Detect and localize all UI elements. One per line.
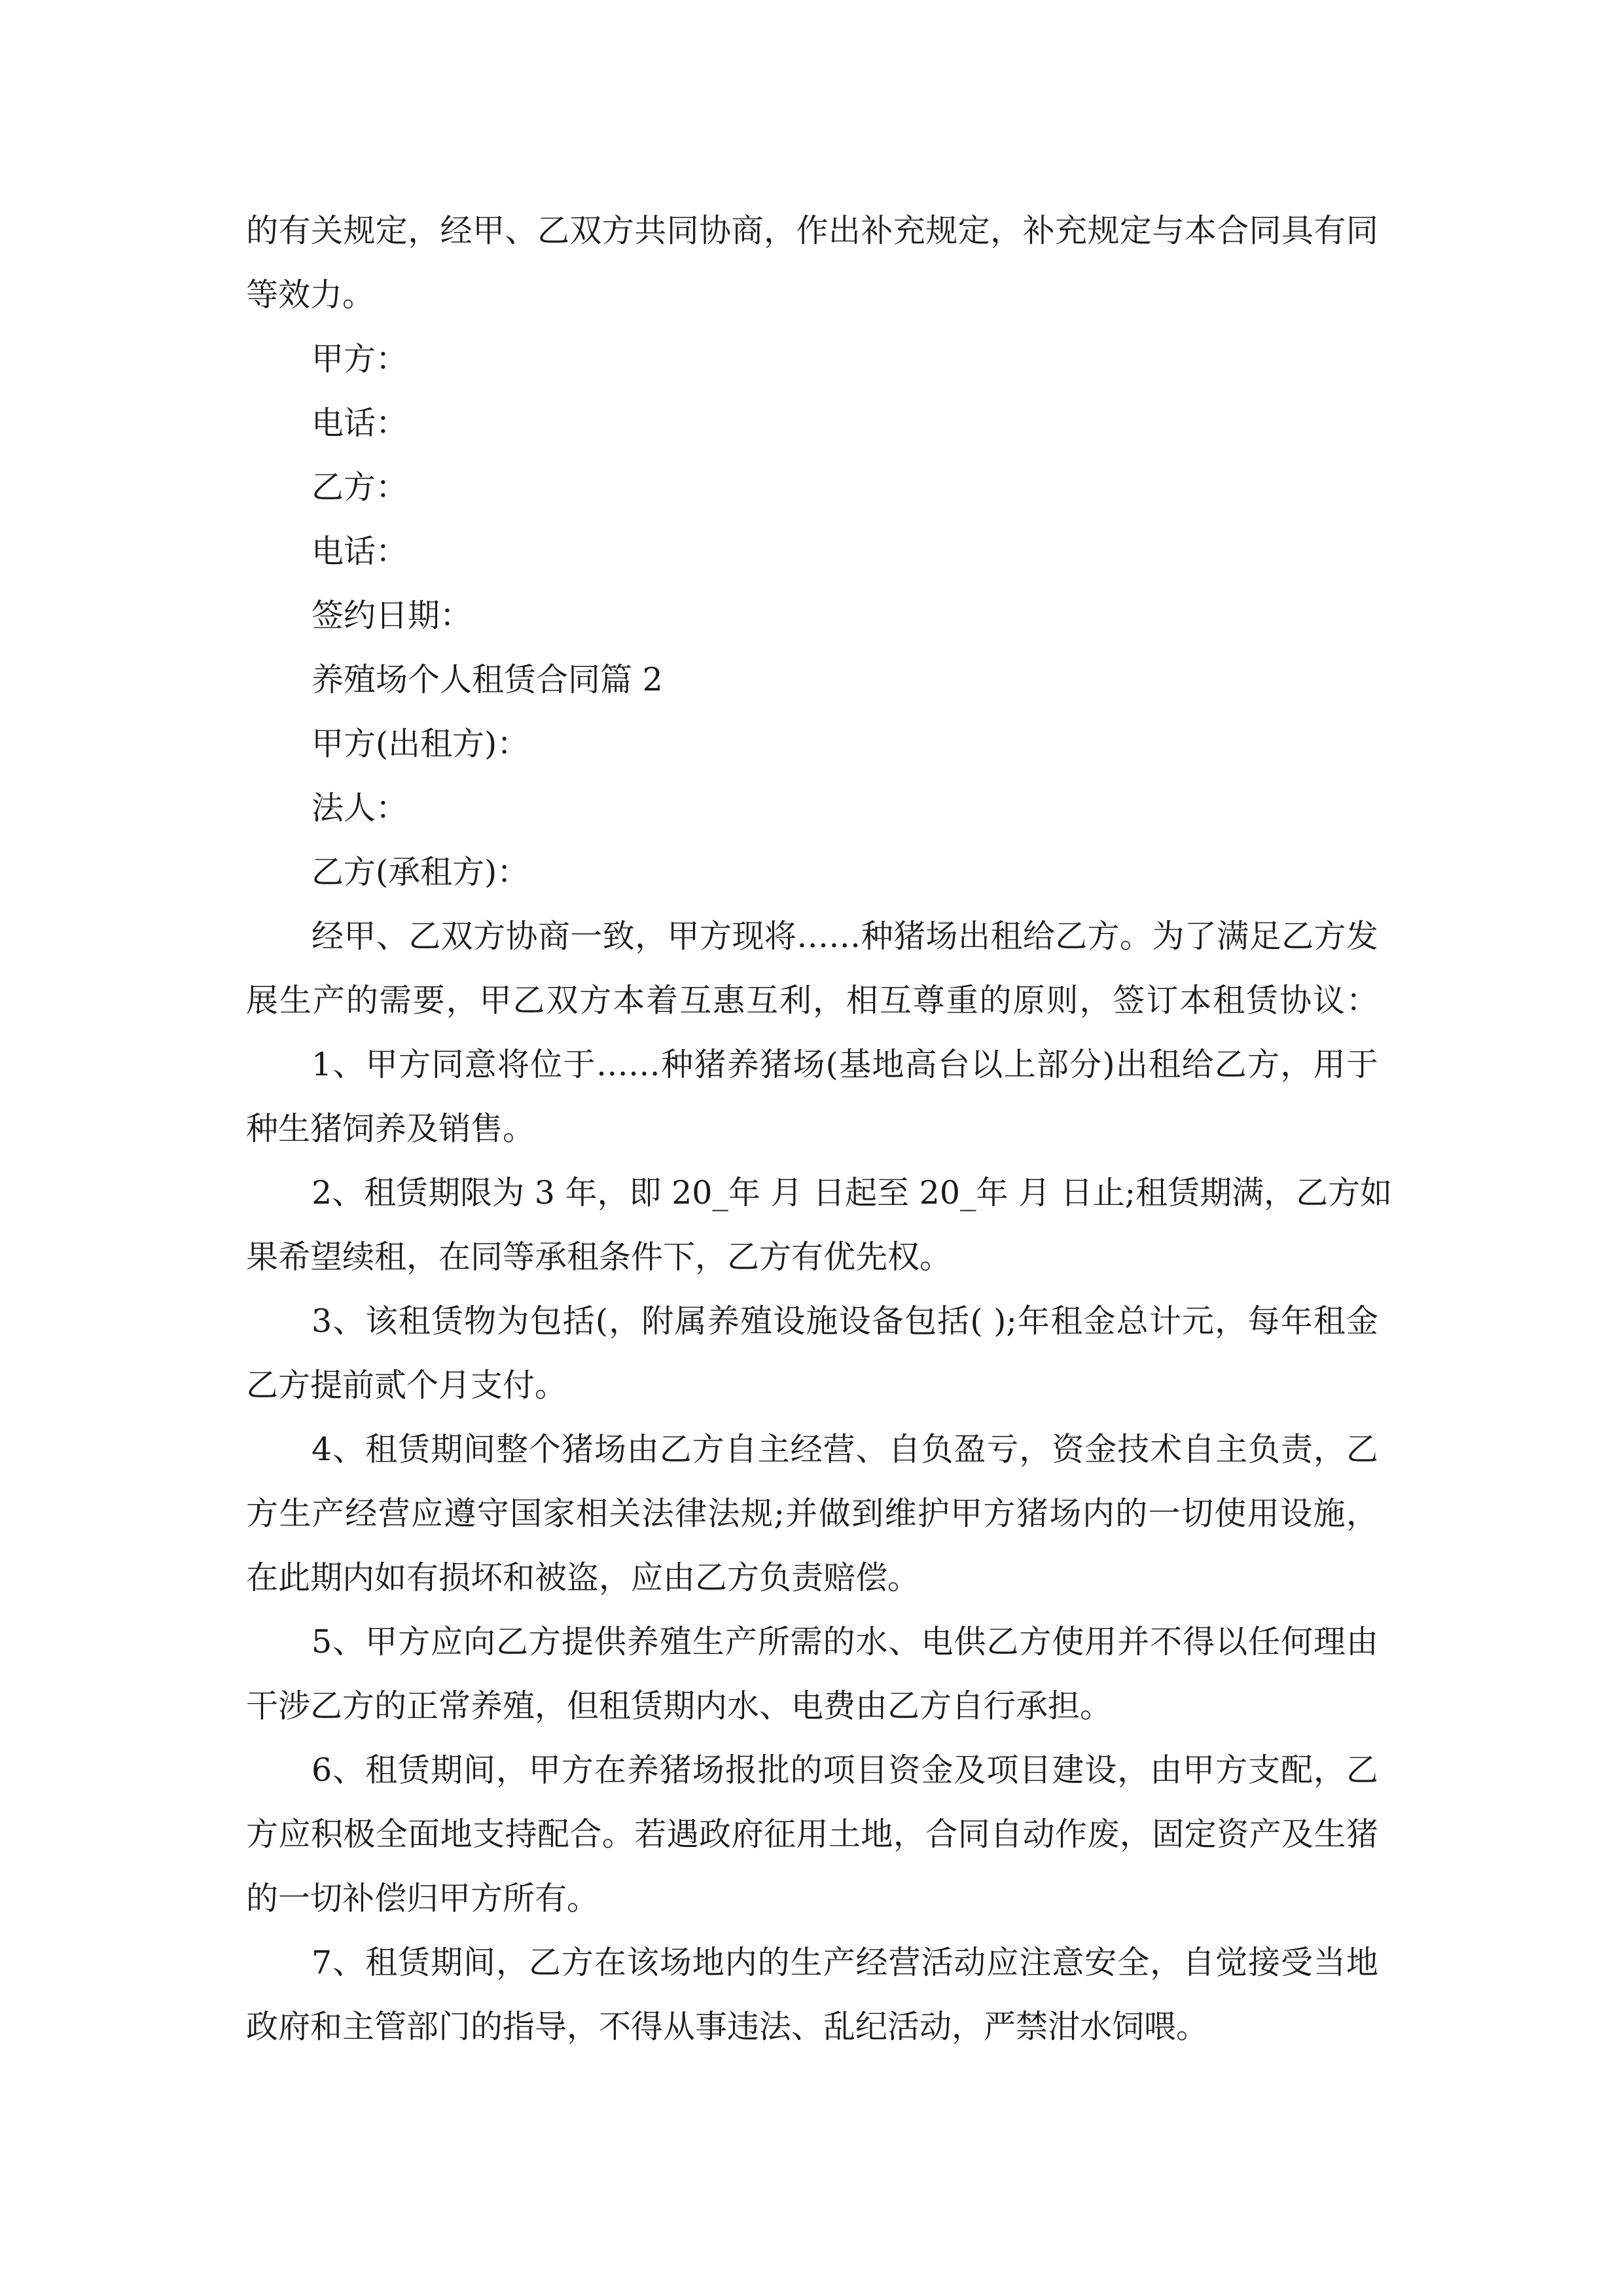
clause-6: 6、租赁期间，甲方在养猪场报批的项目资金及项目建设，由甲方支配，乙: [312, 1751, 1378, 1789]
text-line: 乙方提前贰个月支付。: [246, 1367, 567, 1404]
text-line: 等效力。: [246, 276, 375, 314]
text-line: 经甲、乙双方协商一致，甲方现将……种猪场出租给乙方。为了满足乙方发: [312, 918, 1378, 955]
text-line: 干涉乙方的正常养殖，但租赁期内水、电费由乙方自行承担。: [246, 1687, 1113, 1725]
clause-7: 7、租赁期间，乙方在该场地内的生产经营活动应注意安全，自觉接受当地: [312, 1944, 1378, 1981]
text-line: 果希望续租，在同等承租条件下，乙方有优先权。: [246, 1238, 952, 1276]
text-line: 在此期内如有损坏和被盗，应由乙方负责赔偿。: [246, 1559, 920, 1596]
party-a-phone-label: 电话：: [312, 404, 408, 442]
text-line: 种生猪饲养及销售。: [246, 1110, 535, 1147]
text-line: 的有关规定，经甲、乙双方共同协商，作出补充规定，补充规定与本合同具有同: [246, 212, 1378, 249]
clause-4: 4、租赁期间整个猪场由乙方自主经营、自负盈亏，资金技术自主负责，乙: [312, 1431, 1378, 1468]
clause-3: 3、该租赁物为包括(，附属养殖设施设备包括( );年租金总计元，每年租金: [312, 1302, 1378, 1340]
party-b-label: 乙方：: [312, 469, 408, 506]
document-body: [246, 199, 1393, 2059]
text-line: 展生产的需要，甲乙双方本着互惠互利，相互尊重的原则，签订本租赁协议：: [246, 982, 1378, 1019]
text-line: 政府和主管部门的指导，不得从事违法、乱纪活动，严禁泔水饲喂。: [246, 2008, 1209, 2045]
clause-1: 1、甲方同意将位于……种猪养猪场(基地高台以上部分)出租给乙方，用于: [312, 1046, 1378, 1083]
lessee-label: 乙方(承租方)：: [312, 853, 529, 891]
party-a-label: 甲方：: [312, 340, 408, 378]
signing-date-label: 签约日期：: [312, 597, 473, 634]
clause-5: 5、甲方应向乙方提供养殖生产所需的水、电供乙方使用并不得以任何理由: [312, 1623, 1378, 1660]
clause-2: 2、租赁期限为 3 年，即 20_年 月 日起至 20_年 月 日止;租赁期满，乙方如: [312, 1174, 1393, 1211]
party-b-phone-label: 电话：: [312, 533, 408, 570]
legal-person-label: 法人：: [312, 789, 408, 827]
section-heading: 养殖场个人租赁合同篇 2: [312, 661, 663, 698]
text-line: 方应积极全面地支持配合。若遇政府征用土地，合同自动作废，固定资产及生猪: [246, 1816, 1378, 1853]
text-line: 的一切补偿归甲方所有。: [246, 1880, 599, 1917]
text-line: 方生产经营应遵守国家相关法律法规;并做到维护甲方猪场内的一切使用设施，: [246, 1495, 1378, 1532]
lessor-label: 甲方(出租方)：: [312, 725, 529, 762]
